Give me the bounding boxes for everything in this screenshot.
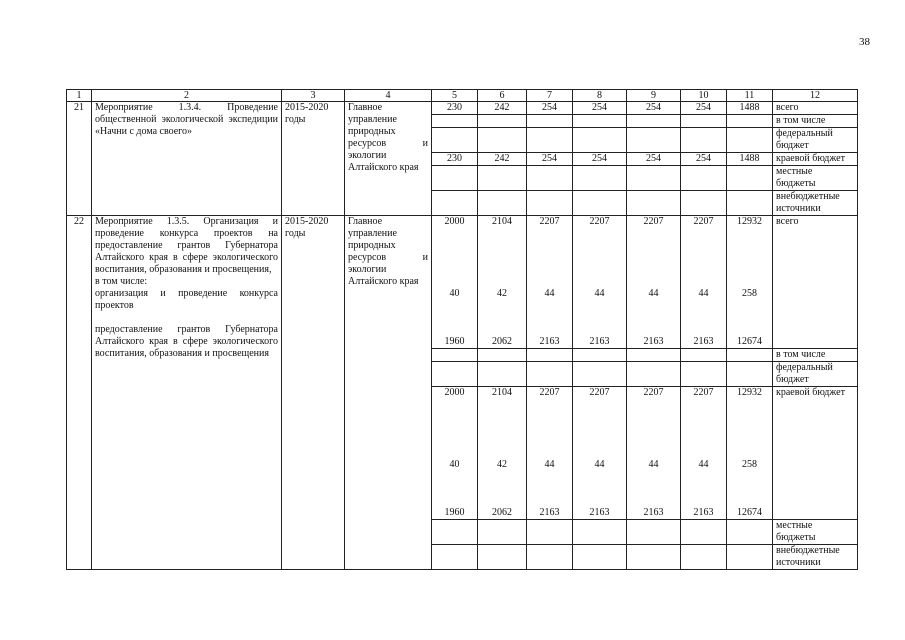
source-label: в том числе xyxy=(773,115,858,128)
row-number: 21 xyxy=(67,102,92,216)
header-cell: 9 xyxy=(627,90,681,102)
grants-value: 2163 xyxy=(643,336,664,347)
value-cell: 230 xyxy=(432,153,478,166)
grants-value: 2163 xyxy=(539,336,560,347)
header-cell: 12 xyxy=(773,90,858,102)
grants-value: 2163 xyxy=(539,507,560,518)
source-label: всего xyxy=(773,102,858,115)
grants-value: 12674 xyxy=(737,507,762,518)
value-cell xyxy=(432,216,478,349)
source-label: всего xyxy=(773,216,858,349)
header-cell: 10 xyxy=(681,90,727,102)
total-value: 2207 xyxy=(693,216,714,227)
activity-name-contest: организация и проведение конкурса проектов xyxy=(95,288,278,311)
value-cell xyxy=(727,387,773,520)
grants-value: 2163 xyxy=(589,336,610,347)
value-cell xyxy=(478,216,527,349)
contest-value: 42 xyxy=(497,288,507,299)
contest-value: 44 xyxy=(648,459,659,470)
grants-value: 2163 xyxy=(643,507,664,518)
value-cell: 254 xyxy=(681,153,727,166)
total-value: 2207 xyxy=(539,387,560,398)
header-cell: 7 xyxy=(527,90,573,102)
contest-value: 44 xyxy=(648,288,659,299)
value-cell xyxy=(681,387,727,520)
header-cell: 6 xyxy=(478,90,527,102)
value-cell: 254 xyxy=(573,153,627,166)
total-value: 2000 xyxy=(444,216,465,227)
grants-value: 1960 xyxy=(444,336,465,347)
header-cell: 1 xyxy=(67,90,92,102)
total-value: 2207 xyxy=(589,216,610,227)
activity-name: Мероприятие 1.3.4. Проведение общественной экологической экспедиции «Начни с дома своего» xyxy=(92,102,282,216)
value-cell xyxy=(573,387,627,520)
value-cell: 1488 xyxy=(727,153,773,166)
value-cell: 254 xyxy=(573,102,627,115)
total-value: 2000 xyxy=(444,387,465,398)
header-row xyxy=(67,90,858,102)
grants-value: 2062 xyxy=(492,507,512,518)
contest-value: 44 xyxy=(698,459,709,470)
value-cell xyxy=(727,216,773,349)
total-value: 12932 xyxy=(737,387,762,398)
table-row xyxy=(67,216,858,349)
value-cell xyxy=(627,387,681,520)
executor: Главное управление природных ресурсов и экологии Алтайского края xyxy=(345,102,432,216)
source-label: внебюджетные источники xyxy=(773,191,858,216)
activity-name xyxy=(92,216,282,570)
source-label: внебюджетные источники xyxy=(773,545,858,570)
value-cell xyxy=(432,387,478,520)
contest-value: 40 xyxy=(449,459,460,470)
contest-value: 258 xyxy=(742,288,757,299)
grants-value: 1960 xyxy=(444,507,465,518)
source-label: местные бюджеты xyxy=(773,520,858,545)
table-row xyxy=(67,102,858,115)
total-value: 2207 xyxy=(643,216,664,227)
value-cell xyxy=(573,216,627,349)
contest-value: 44 xyxy=(698,288,709,299)
total-value: 2104 xyxy=(492,216,512,227)
value-cell: 242 xyxy=(478,102,527,115)
source-label: федеральный бюджет xyxy=(773,128,858,153)
executor: Главное управление природных ресурсов и экологии Алтайского края xyxy=(345,216,432,570)
value-cell: 242 xyxy=(478,153,527,166)
activity-name-main: Мероприятие 1.3.5. Организация и проведение конкурса проектов на предоставление грантов Губернатора Алтайского края в сфере экологического воспитания, образования и просвещения, xyxy=(95,216,278,275)
total-value: 2104 xyxy=(492,387,512,398)
total-value: 2207 xyxy=(643,387,664,398)
header-cell: 2 xyxy=(92,90,282,102)
source-label: краевой бюджет xyxy=(773,387,858,520)
contest-value: 44 xyxy=(594,459,605,470)
contest-value: 40 xyxy=(449,288,460,299)
budget-table xyxy=(66,89,858,570)
source-label: краевой бюджет xyxy=(773,153,858,166)
value-cell xyxy=(527,387,573,520)
value-cell: 1488 xyxy=(727,102,773,115)
value-cell: 254 xyxy=(627,153,681,166)
grants-value: 2062 xyxy=(492,336,512,347)
header-cell: 5 xyxy=(432,90,478,102)
header-cell: 11 xyxy=(727,90,773,102)
total-value: 2207 xyxy=(539,216,560,227)
page-number: 38 xyxy=(859,36,870,48)
value-cell xyxy=(527,216,573,349)
header-cell: 8 xyxy=(573,90,627,102)
value-cell: 254 xyxy=(627,102,681,115)
contest-value: 44 xyxy=(544,288,555,299)
value-cell xyxy=(627,216,681,349)
period: 2015-2020 годы xyxy=(282,102,345,216)
grants-value: 12674 xyxy=(737,336,762,347)
value-cell: 254 xyxy=(681,102,727,115)
contest-value: 44 xyxy=(594,288,605,299)
value-cell xyxy=(478,387,527,520)
header-cell: 3 xyxy=(282,90,345,102)
header-cell: 4 xyxy=(345,90,432,102)
grants-value: 2163 xyxy=(693,507,714,518)
activity-name-sub: в том числе: xyxy=(95,276,148,287)
total-value: 2207 xyxy=(589,387,610,398)
total-value: 2207 xyxy=(693,387,714,398)
source-label: местные бюджеты xyxy=(773,166,858,191)
row-number: 22 xyxy=(67,216,92,570)
value-cell: 230 xyxy=(432,102,478,115)
value-cell xyxy=(681,216,727,349)
value-cell: 254 xyxy=(527,102,573,115)
value-cell: 254 xyxy=(527,153,573,166)
source-label: федеральный бюджет xyxy=(773,362,858,387)
contest-value: 258 xyxy=(742,459,757,470)
source-label: в том числе xyxy=(773,349,858,362)
grants-value: 2163 xyxy=(589,507,610,518)
activity-name-grants: предоставление грантов Губернатора Алтайского края в сфере экологического воспитания, образования и просвещения xyxy=(95,324,278,359)
contest-value: 42 xyxy=(497,459,507,470)
contest-value: 44 xyxy=(544,459,555,470)
period: 2015-2020 годы xyxy=(282,216,345,570)
grants-value: 2163 xyxy=(693,336,714,347)
total-value: 12932 xyxy=(737,216,762,227)
